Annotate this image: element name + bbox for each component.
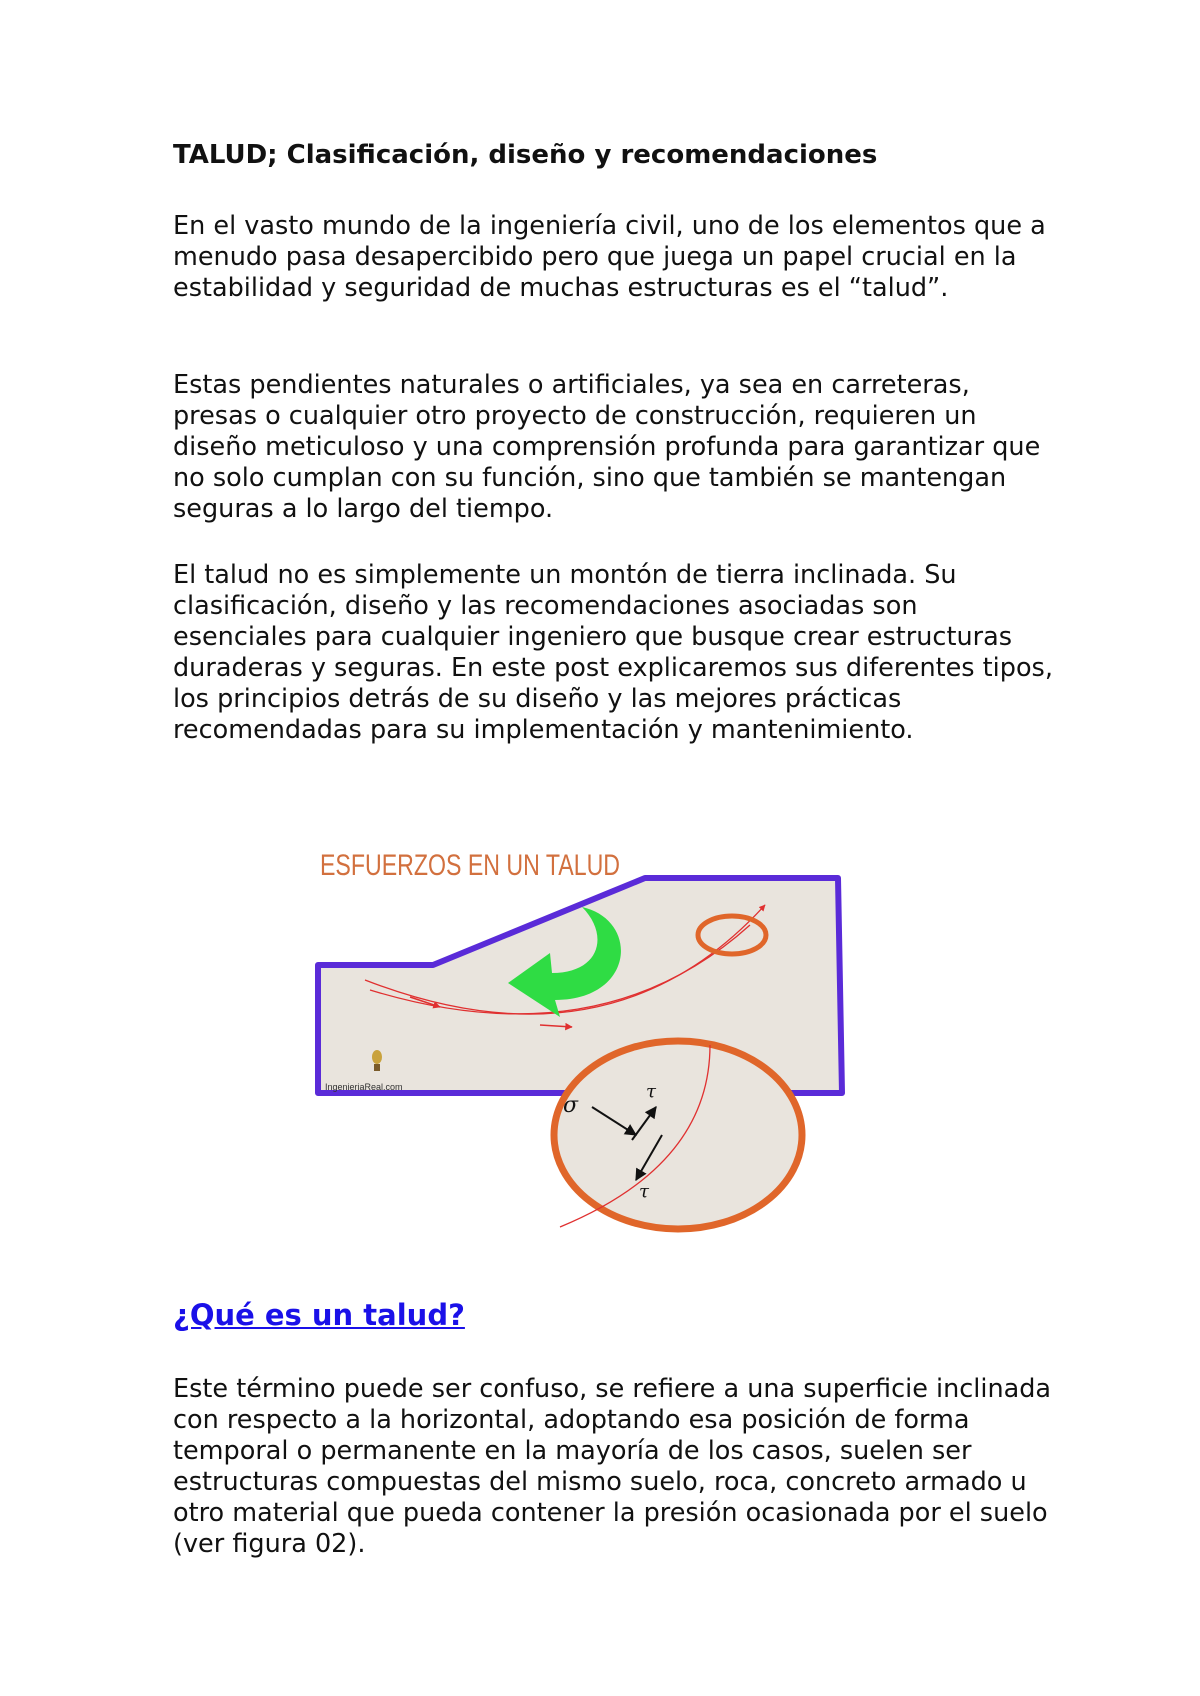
tau-label-bottom: τ <box>639 1181 649 1202</box>
slope-stress-diagram <box>310 835 944 1235</box>
detail-circle <box>554 1041 802 1229</box>
watermark-text: IngenieriaReal.com <box>325 1082 403 1092</box>
figure-title: ESFUERZOS EN UN TALUD <box>320 849 620 882</box>
paragraph-classification: El talud no es simplemente un montón de tierra inclinada. Su clasificación, diseño y las recomendaciones asociadas son esenciales para cualquier ingeniero que busque crear estructuras duraderas y seguras. En este post explicaremos sus diferentes tipos, los principios detrás de su diseño y las mejores prácticas recomendadas para su implementación y mantenimiento. <box>173 560 1053 745</box>
paragraph-definition: Este término puede ser confuso, se refiere a una superficie inclinada con respecto a la horizontal, adoptando esa posición de forma temporal o permanente en la mayoría de los casos, suelen ser estructuras compuestas del mismo suelo, roca, concreto armado u otro material que pueda contener la presión ocasionada por el suelo (ver figura 02). <box>173 1374 1052 1559</box>
tau-label-top: τ <box>646 1081 656 1102</box>
paragraph-slopes: Estas pendientes naturales o artificiales, ya sea en carreteras, presas o cualquier otro proyecto de construcción, requieren un diseño meticuloso y una comprensión profunda para garantizar que no solo cumplan con su función, sino que también se mantengan seguras a lo largo del tiempo. <box>173 370 1041 524</box>
sigma-label: σ <box>563 1093 579 1118</box>
document-title: TALUD; Clasificación, diseño y recomendaciones <box>173 140 878 170</box>
paragraph-intro: En el vasto mundo de la ingeniería civil, uno de los elementos que a menudo pasa desapercibido pero que juega un papel crucial en la estabilidad y seguridad de muchas estructuras es el “talud”. <box>173 211 1046 303</box>
section-heading <box>173 1298 465 1332</box>
section-heading-link[interactable]: ¿Qué es un talud? <box>173 1298 465 1332</box>
slope-stress-figure <box>310 835 944 1235</box>
